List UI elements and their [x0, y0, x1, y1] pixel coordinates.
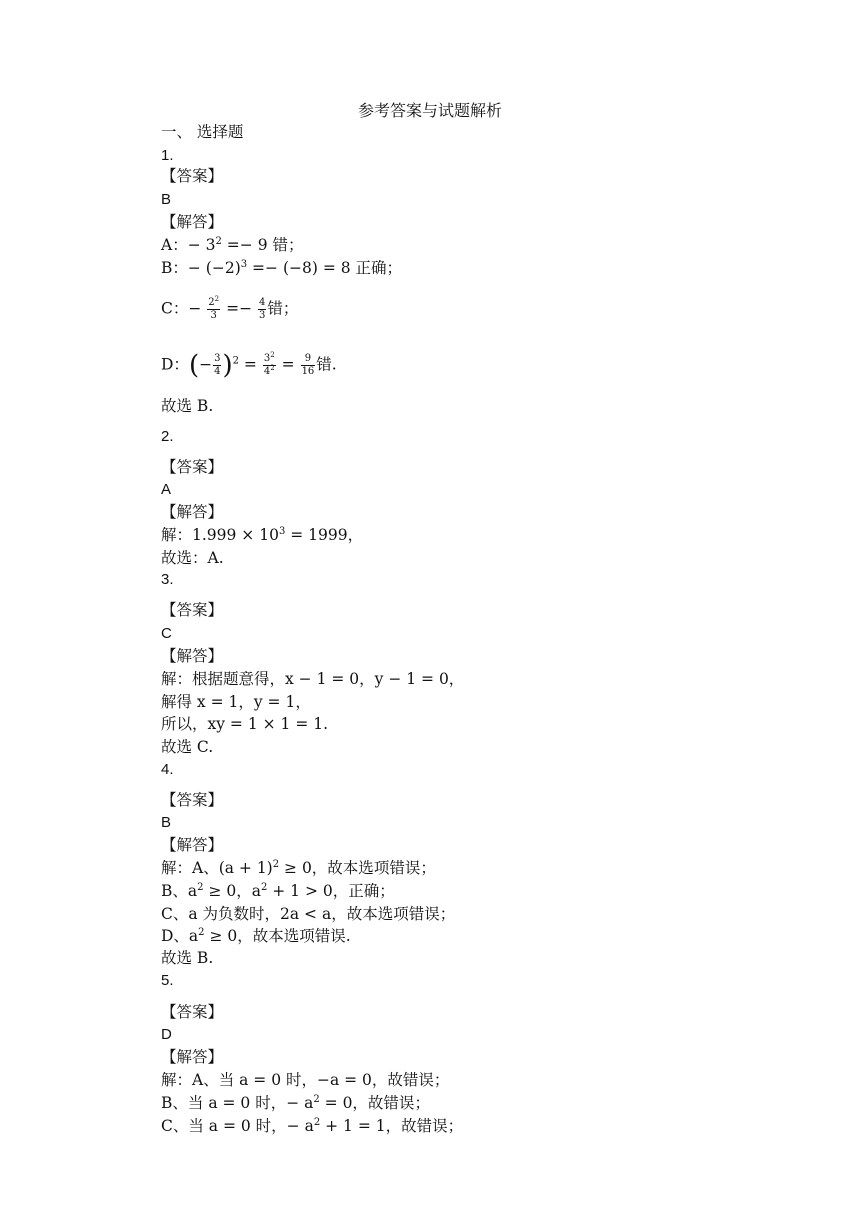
solution-line: 解得 x = 1，y = 1， — [161, 693, 311, 711]
fraction: $\frac{3}{4}$ — [214, 353, 221, 377]
fraction: $\frac{9}{16}$ — [301, 353, 315, 377]
answer-label: 【答案】 — [161, 458, 224, 476]
conclusion: 故选：A. — [161, 549, 224, 567]
solution-line: 解：$1.999 \times 10^3 = 1999$， — [161, 526, 364, 544]
question-number: 5. — [161, 972, 174, 989]
solution-line: D、$a^2 \ge 0$，故本选项错误. — [161, 927, 351, 945]
answer-value: D — [161, 1026, 172, 1043]
solution-line: B、当 a = 0 时，− $a^2 = 0$，故错误； — [161, 1094, 430, 1112]
answer-label: 【答案】 — [161, 167, 224, 185]
question-number: 1. — [161, 147, 174, 164]
conclusion: 故选 C. — [161, 738, 214, 756]
conclusion: 故选 B. — [161, 949, 214, 967]
question-number: 3. — [161, 571, 174, 588]
question-number: 4. — [161, 761, 174, 778]
solution-line: 所以，xy = 1 × 1 = 1. — [161, 715, 329, 733]
answer-label: 【答案】 — [161, 1003, 224, 1021]
answer-value: C — [161, 625, 172, 642]
solution-label: 【解答】 — [161, 1048, 224, 1066]
solution-line: C、a 为负数时，2a < a，故本选项错误； — [161, 905, 456, 923]
answer-value: B — [161, 814, 172, 831]
solution-line: D：(− $\frac{3}{4}$ )$^2$ = $\frac{3^2}{4^2}$ = $\frac{9}{16}$ 错. — [161, 350, 337, 381]
answer-label: 【答案】 — [161, 601, 224, 619]
solution-line: 解：A、当 a = 0 时，−a = 0，故错误； — [161, 1071, 450, 1089]
solution-line: 解：根据题意得，x − 1 = 0，y − 1 = 0， — [161, 670, 465, 688]
solution-line: C、当 a = 0 时，− $a^2 + 1 = 1$，故错误； — [161, 1117, 464, 1135]
solution-line: B、$a^2 \ge 0$，$a^2 + 1 > 0$，正确； — [161, 882, 395, 900]
fraction: $\frac{4}{3}$ — [259, 297, 266, 321]
fraction: $\frac{2^2}{3}$ — [208, 295, 220, 321]
solution-label: 【解答】 — [161, 647, 224, 665]
page-title: 参考答案与试题解析 — [357, 101, 502, 120]
section-heading: 一、 选择题 — [161, 123, 244, 141]
solution-label: 【解答】 — [161, 503, 224, 521]
answer-value: A — [161, 481, 172, 498]
fraction: $\frac{3^2}{4^2}$ — [263, 351, 275, 377]
answer-label: 【答案】 — [161, 791, 224, 809]
answer-value: B — [161, 191, 172, 208]
question-number: 2. — [161, 428, 174, 445]
solution-line: B：− $(-2)^3 =- (-8) = 8$ 正确； — [161, 259, 403, 277]
solution-label: 【解答】 — [161, 213, 224, 231]
solution-line: 解：A、$(a + 1)^2 \ge 0$，故本选项错误； — [161, 859, 436, 877]
solution-label: 【解答】 — [161, 836, 224, 854]
solution-line: A：− $3^2 =- 9$ 错； — [161, 236, 304, 254]
solution-line: C：− $\frac{2^2}{3}$ =− $\frac{4}{3}$ 错； — [161, 295, 299, 321]
conclusion: 故选 B. — [161, 397, 214, 415]
